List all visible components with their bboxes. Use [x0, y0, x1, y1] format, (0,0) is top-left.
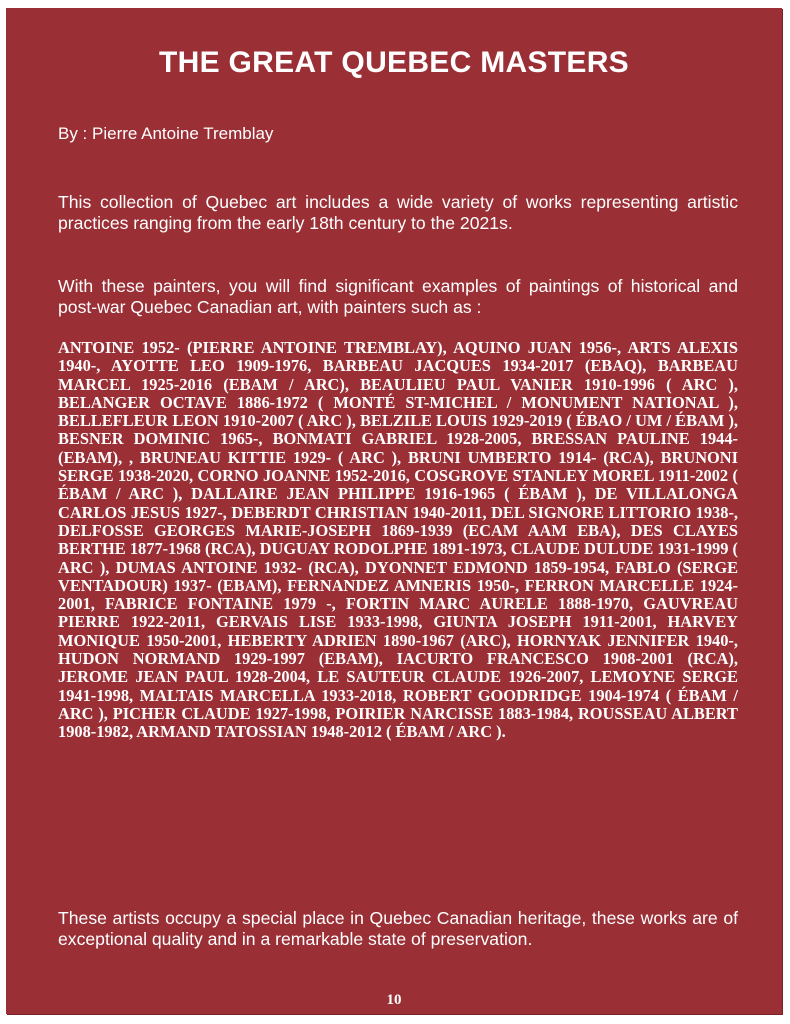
document-page	[6, 8, 782, 1014]
author-byline: By : Pierre Antoine Tremblay	[58, 124, 274, 143]
intro-paragraph: This collection of Quebec art includes a wide variety of works representing artistic practices ranging from the early 18th century to the 2021s.	[58, 192, 738, 233]
artists-list: ANTOINE 1952- (PIERRE ANTOINE TREMBLAY), AQUINO JUAN 1956-, ARTS ALEXIS 1940-, AYOTTE LEO 1909-1976, BARBEAU JACQUES 1934-2017 (EBAQ), BARBEAU MARCEL 1925-2016 (EBAM / ARC), BEAULIEU PAUL VANIER 1910-1996 ( ARC ), BELANGER OCTAVE 1886-1972 ( MONTÉ ST-MICHEL / MONUMENT NATIONAL ), BELLEFLEUR LEON 1910-2007 ( ARC ), BELZILE LOUIS 1929-2019 ( ÉBAO / UM / ÉBAM ), BESNER DOMINIC 1965-, BONMATI GABRIEL 1928-2005, BRESSAN PAULINE 1944- (EBAM), , BRUNEAU KITTIE 1929- ( ARC ), BRUNI UMBERTO 1914- (RCA), BRUNONI SERGE 1938-2020, CORNO JOANNE 1952-2016, COSGROVE STANLEY MOREL 1911-2002 ( ÉBAM / ARC ), DALLAIRE JEAN PHILIPPE 1916-1965 ( ÉBAM ), DE VILLALONGA CARLOS JESUS 1927-, DEBERDT CHRISTIAN 1940-2011, DEL SIGNORE LITTORIO 1938-, DELFOSSE GEORGES MARIE-JOSEPH 1869-1939 (ECAM AAM EBA), DES CLAYES BERTHE 1877-1968 (RCA), DUGUAY RODOLPHE 1891-1973, CLAUDE DULUDE 1931-1999 ( ARC ), DUMAS ANTOINE 1932- (RCA), DYONNET EDMOND 1859-1954, FABLO (SERGE VENTADOUR) 1937- (EBAM), FERNANDEZ AMNERIS 1950-, FERRON MARCELLE 1924-2001, FABRICE FONTAINE 1979 -, FORTIN MARC AURELE 1888-1970, GAUVREAU PIERRE 1922-2011, GERVAIS LISE 1933-1998, GIUNTA JOSEPH 1911-2001, HARVEY MONIQUE 1950-2001, HEBERTY ADRIEN 1890-1967 (ARC), HORNYAK JENNIFER 1940-, HUDON NORMAND 1929-1997 (EBAM), IACURTO FRANCESCO 1908-2001 (RCA), JEROME JEAN PAUL 1928-2004, LE SAUTEUR CLAUDE 1926-2007, LEMOYNE SERGE 1941-1998, MALTAIS MARCELLA 1933-2018, ROBERT GOODRIDGE 1904-1974 ( ÉBAM / ARC ), PICHER CLAUDE 1927-1998, POIRIER NARCISSE 1883-1984, ROUSSEAU ALBERT 1908-1982, ARMAND TATOSSIAN 1948-2012 ( ÉBAM / ARC ).	[58, 338, 738, 742]
page-number: 10	[386, 992, 402, 1008]
closing-paragraph: These artists occupy a special place in Quebec Canadian heritage, these works are of exceptional quality and in a remarkable state of preservation.	[58, 908, 738, 949]
page-title: THE GREAT QUEBEC MASTERS	[158, 46, 629, 79]
painters-intro-paragraph: With these painters, you will find significant examples of paintings of historical and post-war Quebec Canadian art, with painters such as :	[58, 276, 738, 317]
